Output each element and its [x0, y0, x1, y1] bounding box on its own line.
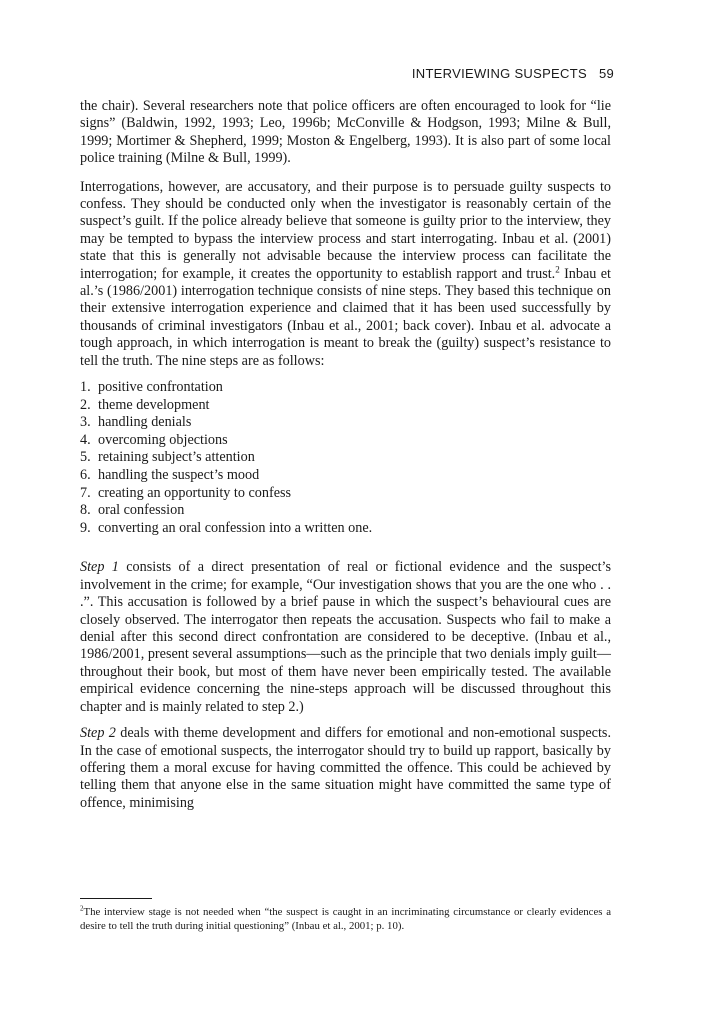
footnote	[80, 906, 611, 933]
list-item-text: oral confession	[98, 502, 185, 519]
footnote-divider	[80, 898, 152, 899]
list-item-number: 4.	[80, 431, 91, 448]
list-item-text: theme development	[98, 396, 210, 413]
running-head	[412, 66, 614, 81]
list-item-text: converting an oral confession into a written one.	[98, 519, 373, 536]
list-item-number: 3.	[80, 414, 91, 431]
list-item	[80, 520, 611, 538]
paragraph-2-part-b: Inbau et al.’s (1986/2001) interrogation technique consists of nine steps. They based this technique on their extensive interrogation experience and claimed that it has been used successfully by thousands of criminal investigators (Inbau et al., 2001; back cover). Inbau et al. advocate a tough approach, in which interrogation is meant to break the (guilty) suspect’s resistance to tell the truth. The nine steps are as follows:	[80, 265, 611, 369]
list-item	[80, 449, 611, 467]
list-item-text: retaining subject’s attention	[98, 449, 255, 466]
list-item-number: 7.	[80, 484, 91, 501]
paragraph-step-1	[80, 559, 611, 716]
body-text	[80, 98, 611, 821]
list-item-number: 1.	[80, 379, 91, 396]
list-item	[80, 467, 611, 485]
list-item-number: 9.	[80, 519, 91, 536]
list-item	[80, 485, 611, 503]
footnote-reference: 2	[555, 263, 560, 274]
list-item	[80, 397, 611, 415]
step-2-lead: Step 2	[80, 725, 116, 742]
paragraph-1: the chair). Several researchers note that police officers are often encouraged to look for “lie signs” (Baldwin, 1992, 1993; Leo, 1996b; McConville & Hodgson, 1993; Milne & Bull, 1999; Mortimer & Shepherd, 1999; Moston & Engelberg, 1993). It is also part of some local police training (Milne & Bull, 1999).	[80, 98, 611, 167]
nine-steps-list	[80, 379, 611, 537]
footnote-marker: 2	[80, 904, 84, 913]
list-item-number: 6.	[80, 467, 91, 484]
list-item	[80, 379, 611, 397]
list-item-number: 2.	[80, 396, 91, 413]
list-item-text: handling denials	[98, 414, 192, 431]
paragraph-2-part-a: Interrogations, however, are accusatory, and their purpose is to persuade guilty suspects to confess. They should be conducted only when the investigator is reasonably certain of the suspect’s guilt. If the police already believe that someone is guilty prior to the interview, they may be tempted to bypass the interview process and start interrogating. Inbau et al. (2001) state that this is generally not advisable because the interview process can facilitate the interrogation; for example, it creates the opportunity to establish rapport and trust.	[80, 178, 611, 282]
paragraph-2	[80, 179, 611, 370]
running-title: INTERVIEWING SUSPECTS	[411, 66, 587, 81]
list-item-text: handling the suspect’s mood	[98, 467, 260, 484]
list-item	[80, 432, 611, 450]
list-item	[80, 414, 611, 432]
list-item-text: overcoming objections	[98, 431, 228, 448]
step-1-lead: Step 1	[80, 559, 119, 576]
list-item-number: 8.	[80, 502, 91, 519]
footnote-text: The interview stage is not needed when “the suspect is caught in an incriminating circumstance or clearly evidences a desire to tell the truth during initial questioning” (Inbau et al., 2001; p. 10).	[80, 906, 611, 932]
paragraph-step-2	[80, 725, 611, 812]
list-item-text: positive confrontation	[98, 379, 223, 396]
list-item-number: 5.	[80, 449, 91, 466]
step-1-text: consists of a direct presentation of real or fictional evidence and the suspect’s involvement in the crime; for example, “Our investigation shows that you are the one who . . .”. This accusation is followed by a brief pause in which the suspect’s behavioural cues are closely observed. The interrogator then repeats the accusation. Suspects who fail to make a denial after this second direct confrontation are considered to be deceptive. (Inbau et al., 1986/2001, present several assumptions—such as the principle that two denials imply guilt—throughout their book, but most of them have never been empirically tested. The available empirical evidence concerning the nine-steps approach will be discussed throughout this chapter and is mainly related to step 2.)	[80, 559, 611, 715]
list-item-text: creating an opportunity to confess	[98, 484, 292, 501]
step-2-text: deals with theme development and differs for emotional and non-emotional suspects. In the case of emotional suspects, the interrogator should try to build up rapport, basically by offering them a moral excuse for having committed the offence. This could be achieved by telling them that anyone else in the same situation might have committed the same type of offence, minimising	[80, 725, 611, 811]
page-number: 59	[598, 66, 614, 81]
list-item	[80, 502, 611, 520]
